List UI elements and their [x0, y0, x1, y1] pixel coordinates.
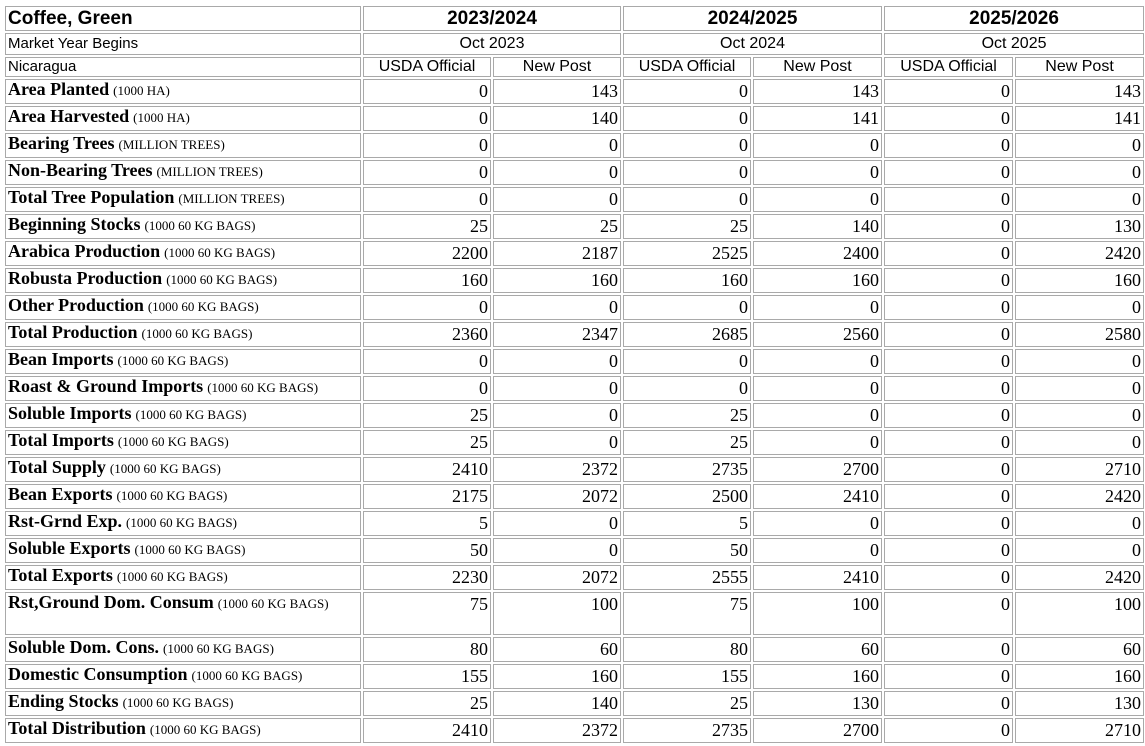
attribute-name: Rst-Grnd Exp.: [8, 511, 123, 531]
value-cell: 160: [753, 268, 882, 293]
attribute-name: Beginning Stocks: [8, 214, 141, 234]
table-row: [5, 691, 1144, 716]
value-cell: 143: [753, 79, 882, 104]
value-cell: 0: [753, 430, 882, 455]
value-cell: 2072: [493, 484, 621, 509]
value-cell: 0: [493, 133, 621, 158]
attribute-cell: [5, 565, 361, 590]
value-cell: 0: [884, 484, 1013, 509]
value-cell: 0: [1015, 430, 1144, 455]
psd-table: [3, 4, 1145, 745]
attribute-name: Total Tree Population: [8, 187, 175, 207]
attribute-name: Bean Imports: [8, 349, 114, 369]
attribute-name: Non-Bearing Trees: [8, 160, 153, 180]
value-cell: 143: [493, 79, 621, 104]
value-cell: 0: [363, 106, 491, 131]
value-cell: 160: [623, 268, 751, 293]
value-cell: 0: [884, 106, 1013, 131]
table-row: [5, 565, 1144, 590]
value-cell: 2200: [363, 241, 491, 266]
value-cell: 2372: [493, 718, 621, 743]
value-cell: 0: [753, 133, 882, 158]
value-cell: 2410: [753, 484, 882, 509]
value-cell: 0: [1015, 187, 1144, 212]
value-cell: 160: [363, 268, 491, 293]
value-cell: 0: [363, 349, 491, 374]
attribute-name: Roast & Ground Imports: [8, 376, 204, 396]
country-label: Nicaragua: [5, 57, 361, 77]
attribute-cell: [5, 133, 361, 158]
value-cell: 2735: [623, 718, 751, 743]
value-cell: 0: [884, 214, 1013, 239]
value-cell: 0: [884, 349, 1013, 374]
value-cell: 0: [753, 295, 882, 320]
value-cell: 160: [493, 664, 621, 689]
value-cell: 155: [623, 664, 751, 689]
value-cell: 0: [1015, 403, 1144, 428]
value-cell: 60: [1015, 637, 1144, 662]
value-cell: 0: [884, 376, 1013, 401]
table-row: [5, 457, 1144, 482]
value-cell: 0: [493, 430, 621, 455]
value-cell: 140: [753, 214, 882, 239]
value-cell: 160: [1015, 268, 1144, 293]
value-cell: 2560: [753, 322, 882, 347]
value-cell: 0: [884, 637, 1013, 662]
attribute-unit: (1000 60 KG BAGS): [117, 434, 229, 449]
value-cell: 2420: [1015, 241, 1144, 266]
attribute-cell: [5, 187, 361, 212]
year-header-2023: 2023/2024: [363, 6, 621, 31]
value-cell: 0: [623, 376, 751, 401]
value-cell: 130: [1015, 214, 1144, 239]
table-row: [5, 637, 1144, 662]
attribute-name: Total Exports: [8, 565, 113, 585]
value-cell: 2230: [363, 565, 491, 590]
value-cell: 0: [493, 403, 621, 428]
value-cell: 0: [884, 160, 1013, 185]
value-cell: 160: [493, 268, 621, 293]
attribute-unit: (1000 60 KG BAGS): [144, 218, 256, 233]
attribute-unit: (MILLION TREES): [156, 164, 263, 179]
table-row: [5, 79, 1144, 104]
attribute-cell: [5, 214, 361, 239]
table-row: [5, 295, 1144, 320]
value-cell: 5: [623, 511, 751, 536]
value-cell: 25: [623, 691, 751, 716]
attribute-cell: [5, 322, 361, 347]
attribute-unit: (1000 60 KG BAGS): [122, 695, 234, 710]
value-cell: 0: [1015, 538, 1144, 563]
value-cell: 0: [623, 79, 751, 104]
value-cell: 2072: [493, 565, 621, 590]
value-cell: 2525: [623, 241, 751, 266]
value-cell: 25: [493, 214, 621, 239]
value-cell: 0: [884, 565, 1013, 590]
value-cell: 2710: [1015, 457, 1144, 482]
attribute-unit: (1000 HA): [113, 83, 170, 98]
attribute-unit: (1000 60 KG BAGS): [135, 407, 247, 422]
value-cell: 0: [753, 349, 882, 374]
value-cell: 2410: [753, 565, 882, 590]
table-row: [5, 106, 1144, 131]
table-row: [5, 268, 1144, 293]
value-cell: 0: [884, 268, 1013, 293]
table-row: [5, 403, 1144, 428]
table-row: [5, 592, 1144, 635]
value-cell: 0: [493, 160, 621, 185]
value-cell: 2175: [363, 484, 491, 509]
attribute-unit: (MILLION TREES): [178, 191, 285, 206]
value-cell: 0: [1015, 511, 1144, 536]
attribute-cell: [5, 718, 361, 743]
value-cell: 0: [363, 160, 491, 185]
value-cell: 0: [884, 133, 1013, 158]
attribute-unit: (1000 60 KG BAGS): [166, 272, 278, 287]
value-cell: 0: [493, 376, 621, 401]
value-cell: 2420: [1015, 484, 1144, 509]
value-cell: 25: [623, 214, 751, 239]
value-cell: 0: [753, 403, 882, 428]
year-header-2025: 2025/2026: [884, 6, 1144, 31]
table-row: [5, 511, 1144, 536]
attribute-cell: [5, 403, 361, 428]
value-cell: 0: [1015, 376, 1144, 401]
year-header-2024: 2024/2025: [623, 6, 882, 31]
value-cell: 2580: [1015, 322, 1144, 347]
table-row: [5, 133, 1144, 158]
value-cell: 25: [363, 430, 491, 455]
value-cell: 0: [363, 133, 491, 158]
value-cell: 2685: [623, 322, 751, 347]
value-cell: 2410: [363, 457, 491, 482]
value-cell: 50: [623, 538, 751, 563]
value-cell: 155: [363, 664, 491, 689]
value-cell: 140: [493, 106, 621, 131]
attribute-unit: (1000 60 KG BAGS): [134, 542, 246, 557]
value-cell: 0: [493, 349, 621, 374]
value-cell: 25: [623, 430, 751, 455]
value-cell: 2372: [493, 457, 621, 482]
value-cell: 2360: [363, 322, 491, 347]
attribute-name: Total Supply: [8, 457, 106, 477]
attribute-name: Bearing Trees: [8, 133, 115, 153]
header-row-columns: [5, 57, 1144, 77]
col-usda-official: USDA Official: [884, 57, 1013, 77]
value-cell: 60: [753, 637, 882, 662]
value-cell: 0: [884, 403, 1013, 428]
value-cell: 0: [1015, 133, 1144, 158]
attribute-unit: (1000 60 KG BAGS): [141, 326, 253, 341]
attribute-cell: [5, 484, 361, 509]
value-cell: 25: [363, 691, 491, 716]
header-row-years: [5, 6, 1144, 31]
table-row: [5, 484, 1144, 509]
attribute-cell: [5, 268, 361, 293]
table-row: [5, 187, 1144, 212]
attribute-name: Other Production: [8, 295, 144, 315]
value-cell: 25: [363, 214, 491, 239]
attribute-unit: (1000 60 KG BAGS): [207, 380, 319, 395]
value-cell: 0: [623, 106, 751, 131]
value-cell: 0: [884, 430, 1013, 455]
value-cell: 0: [753, 538, 882, 563]
year-begins-2023: Oct 2023: [363, 33, 621, 55]
value-cell: 0: [753, 376, 882, 401]
table-row: [5, 376, 1144, 401]
value-cell: 75: [363, 592, 491, 635]
psd-table-body: [5, 79, 1144, 743]
value-cell: 80: [363, 637, 491, 662]
attribute-name: Rst,Ground Dom. Consum: [8, 592, 214, 612]
value-cell: 0: [884, 538, 1013, 563]
attribute-name: Ending Stocks: [8, 691, 119, 711]
value-cell: 0: [1015, 295, 1144, 320]
attribute-cell: [5, 691, 361, 716]
market-year-label: Market Year Begins: [5, 33, 361, 55]
table-row: [5, 664, 1144, 689]
value-cell: 25: [623, 403, 751, 428]
value-cell: 130: [1015, 691, 1144, 716]
attribute-cell: [5, 160, 361, 185]
value-cell: 141: [1015, 106, 1144, 131]
attribute-cell: [5, 511, 361, 536]
attribute-unit: (1000 60 KG BAGS): [191, 668, 303, 683]
year-begins-2024: Oct 2024: [623, 33, 882, 55]
value-cell: 2555: [623, 565, 751, 590]
attribute-cell: [5, 664, 361, 689]
value-cell: 2410: [363, 718, 491, 743]
attribute-unit: (1000 60 KG BAGS): [116, 569, 228, 584]
attribute-cell: [5, 79, 361, 104]
attribute-unit: (1000 60 KG BAGS): [149, 722, 261, 737]
attribute-name: Total Imports: [8, 430, 114, 450]
value-cell: 0: [623, 133, 751, 158]
attribute-name: Soluble Dom. Cons.: [8, 637, 160, 657]
value-cell: 100: [1015, 592, 1144, 635]
value-cell: 140: [493, 691, 621, 716]
attribute-unit: (1000 60 KG BAGS): [147, 299, 259, 314]
value-cell: 25: [363, 403, 491, 428]
value-cell: 0: [493, 187, 621, 212]
attribute-unit: (1000 60 KG BAGS): [117, 353, 229, 368]
attribute-name: Domestic Consumption: [8, 664, 188, 684]
attribute-unit: (1000 60 KG BAGS): [217, 596, 329, 611]
value-cell: 2500: [623, 484, 751, 509]
value-cell: 2735: [623, 457, 751, 482]
value-cell: 80: [623, 637, 751, 662]
value-cell: 0: [493, 538, 621, 563]
value-cell: 75: [623, 592, 751, 635]
value-cell: 0: [623, 187, 751, 212]
value-cell: 100: [753, 592, 882, 635]
table-row: [5, 349, 1144, 374]
value-cell: 160: [1015, 664, 1144, 689]
value-cell: 0: [884, 511, 1013, 536]
value-cell: 2400: [753, 241, 882, 266]
value-cell: 2700: [753, 718, 882, 743]
col-new-post: New Post: [493, 57, 621, 77]
col-new-post: New Post: [1015, 57, 1144, 77]
attribute-cell: [5, 241, 361, 266]
value-cell: 50: [363, 538, 491, 563]
value-cell: 5: [363, 511, 491, 536]
value-cell: 0: [884, 295, 1013, 320]
value-cell: 0: [884, 592, 1013, 635]
attribute-cell: [5, 106, 361, 131]
value-cell: 60: [493, 637, 621, 662]
col-new-post: New Post: [753, 57, 882, 77]
value-cell: 2347: [493, 322, 621, 347]
value-cell: 0: [884, 187, 1013, 212]
attribute-cell: [5, 538, 361, 563]
value-cell: 0: [363, 79, 491, 104]
value-cell: 0: [623, 349, 751, 374]
value-cell: 0: [363, 187, 491, 212]
value-cell: 0: [884, 691, 1013, 716]
value-cell: 143: [1015, 79, 1144, 104]
table-row: [5, 538, 1144, 563]
table-row: [5, 322, 1144, 347]
value-cell: 0: [884, 322, 1013, 347]
table-row: [5, 214, 1144, 239]
attribute-cell: [5, 295, 361, 320]
attribute-name: Total Distribution: [8, 718, 146, 738]
value-cell: 0: [623, 295, 751, 320]
attribute-unit: (1000 60 KG BAGS): [163, 641, 274, 656]
attribute-cell: [5, 457, 361, 482]
value-cell: 0: [884, 664, 1013, 689]
value-cell: 2420: [1015, 565, 1144, 590]
attribute-name: Area Harvested: [8, 106, 130, 126]
value-cell: 0: [884, 457, 1013, 482]
value-cell: 0: [753, 511, 882, 536]
value-cell: 0: [1015, 160, 1144, 185]
attribute-cell: [5, 430, 361, 455]
attribute-name: Robusta Production: [8, 268, 163, 288]
value-cell: 100: [493, 592, 621, 635]
attribute-unit: (1000 60 KG BAGS): [126, 515, 237, 530]
attribute-cell: [5, 349, 361, 374]
attribute-cell: [5, 637, 361, 662]
value-cell: 130: [753, 691, 882, 716]
value-cell: 0: [753, 160, 882, 185]
table-row: [5, 160, 1144, 185]
value-cell: 141: [753, 106, 882, 131]
attribute-unit: (1000 60 KG BAGS): [164, 245, 276, 260]
header-row-months: [5, 33, 1144, 55]
table-row: [5, 241, 1144, 266]
value-cell: 0: [884, 79, 1013, 104]
attribute-unit: (MILLION TREES): [118, 137, 225, 152]
col-usda-official: USDA Official: [363, 57, 491, 77]
table-row: [5, 430, 1144, 455]
attribute-unit: (1000 HA): [133, 110, 190, 125]
attribute-name: Soluble Exports: [8, 538, 131, 558]
attribute-cell: [5, 376, 361, 401]
value-cell: 0: [493, 511, 621, 536]
table-row: [5, 718, 1144, 743]
attribute-unit: (1000 60 KG BAGS): [116, 488, 228, 503]
attribute-cell: [5, 592, 361, 635]
value-cell: 2187: [493, 241, 621, 266]
value-cell: 0: [363, 295, 491, 320]
attribute-name: Arabica Production: [8, 241, 161, 261]
attribute-name: Area Planted: [8, 79, 110, 99]
value-cell: 0: [493, 295, 621, 320]
value-cell: 0: [884, 718, 1013, 743]
year-begins-2025: Oct 2025: [884, 33, 1144, 55]
attribute-name: Soluble Imports: [8, 403, 132, 423]
value-cell: 0: [1015, 349, 1144, 374]
attribute-name: Bean Exports: [8, 484, 113, 504]
value-cell: 0: [753, 187, 882, 212]
attribute-unit: (1000 60 KG BAGS): [109, 461, 221, 476]
value-cell: 0: [363, 376, 491, 401]
col-usda-official: USDA Official: [623, 57, 751, 77]
commodity-title: Coffee, Green: [5, 6, 361, 31]
value-cell: 160: [753, 664, 882, 689]
value-cell: 2710: [1015, 718, 1144, 743]
attribute-name: Total Production: [8, 322, 138, 342]
value-cell: 0: [884, 241, 1013, 266]
value-cell: 2700: [753, 457, 882, 482]
value-cell: 0: [623, 160, 751, 185]
